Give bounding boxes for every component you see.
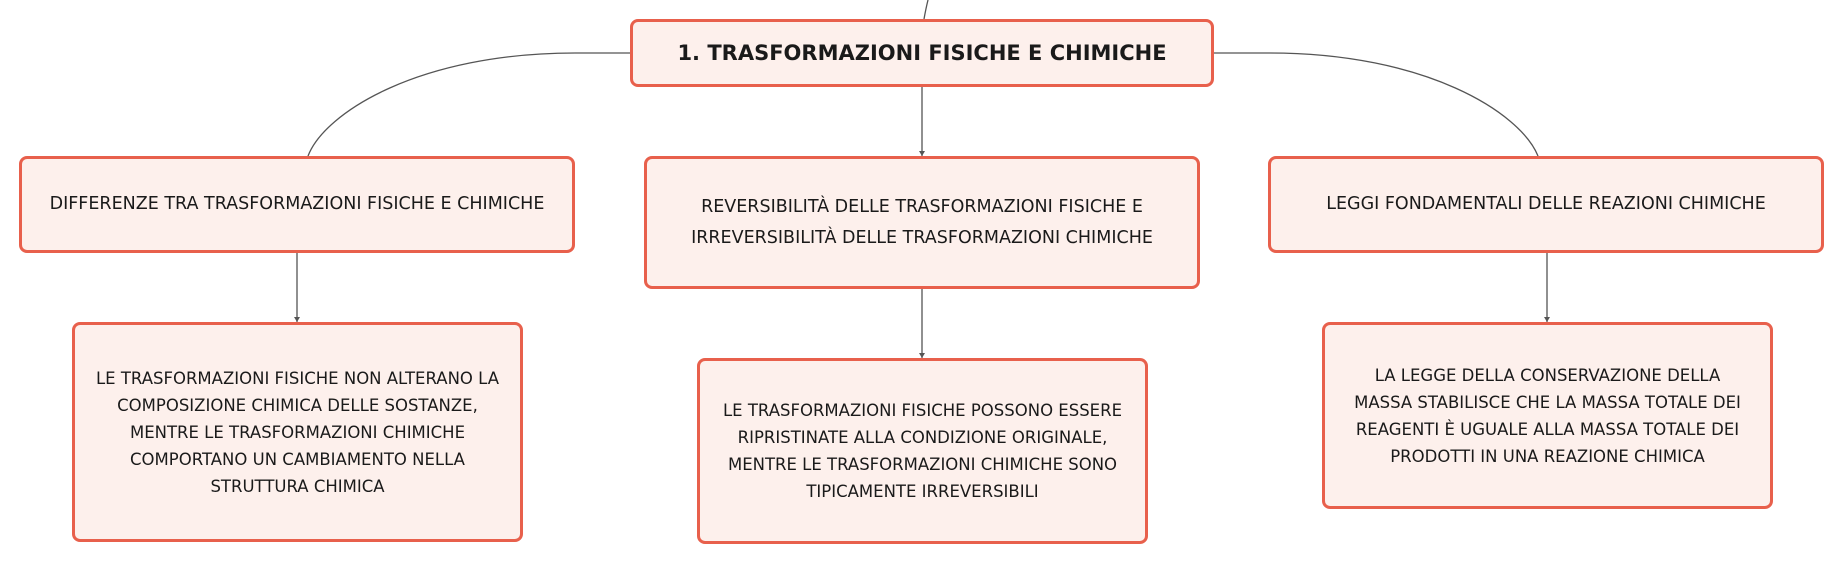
detail-node-differenze[interactable] (72, 322, 523, 542)
root-topic-node[interactable] (630, 19, 1214, 87)
branch-node-reversibilita[interactable] (644, 156, 1200, 289)
branch-node-differenze[interactable] (19, 156, 575, 253)
connector-root-branch-3 (1214, 53, 1538, 156)
detail-node-leggi[interactable] (1322, 322, 1773, 509)
branch-label: LEGGI FONDAMENTALI DELLE REAZIONI CHIMICHE (1326, 194, 1766, 214)
branch-label: DIFFERENZE TRA TRASFORMAZIONI FISICHE E CHIMICHE (49, 194, 545, 214)
detail-label: LE TRASFORMAZIONI FISICHE NON ALTERANO LA COMPOSIZIONE CHIMICA DELLE SOSTANZE, MENTRE LE TRASFORMAZIONI CHIMICHE COMPORTANO UN CAMBIAMENTO NELLA STRUTTURA CHIMICA (95, 368, 500, 496)
branch-node-leggi[interactable] (1268, 156, 1824, 253)
detail-node-reversibilita[interactable] (697, 358, 1148, 544)
connector-parent (924, 0, 928, 19)
detail-label: LA LEGGE DELLA CONSERVAZIONE DELLA MASSA STABILISCE CHE LA MASSA TOTALE DEI REAGENTI È UGUALE ALLA MASSA TOTALE DEI PRODOTTI IN UNA REAZIONE CHIMICA (1354, 365, 1741, 466)
branch-label: REVERSIBILITÀ DELLE TRASFORMAZIONI FISICHE E IRREVERSIBILITÀ DELLE TRASFORMAZIONI CHIMICHE (691, 196, 1153, 248)
detail-label: LE TRASFORMAZIONI FISICHE POSSONO ESSERE RIPRISTINATE ALLA CONDIZIONE ORIGINALE, MENTRE LE TRASFORMAZIONI CHIMICHE SONO TIPICAMENTE IRREVERSIBILI (722, 401, 1122, 501)
connector-root-branch-1 (308, 53, 630, 156)
root-topic-label: 1. TRASFORMAZIONI FISICHE E CHIMICHE (677, 41, 1167, 65)
